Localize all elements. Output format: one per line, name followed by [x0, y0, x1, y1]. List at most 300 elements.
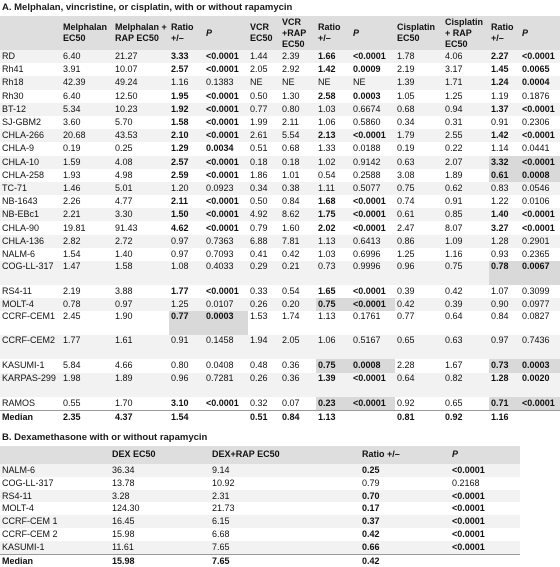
table-cell: 0.36	[280, 373, 316, 397]
table-cell: 0.21	[280, 261, 316, 285]
table-cell: 2.45	[61, 311, 113, 335]
table-row	[0, 50, 560, 63]
table-cell: 42.39	[61, 76, 113, 89]
table-cell: 1.90	[113, 311, 169, 335]
row-label: Rh18	[0, 76, 61, 89]
table-cell: 3.30	[113, 208, 169, 221]
table-cell: 1.22	[489, 195, 520, 208]
table-cell: 0.2901	[520, 235, 560, 248]
table-cell: 2.13	[316, 129, 351, 142]
table-cell: 0.97	[169, 248, 204, 261]
table-cell: <0.0001	[351, 129, 395, 142]
table-cell: 2.02	[316, 221, 351, 234]
table-cell: 3.33	[169, 50, 204, 63]
table-cell: <0.0001	[520, 129, 560, 142]
table-cell: <0.0001	[204, 169, 248, 182]
median-cell	[351, 410, 395, 424]
table-cell: 6.68	[210, 528, 360, 541]
table-cell: 0.2168	[450, 477, 520, 490]
table-row	[0, 298, 560, 311]
table-cell: 1.39	[395, 76, 443, 89]
table-cell: 2.11	[169, 195, 204, 208]
table-cell: 0.68	[280, 142, 316, 155]
table-cell: <0.0001	[204, 397, 248, 411]
table-cell: 1.67	[443, 359, 489, 372]
table-cell: <0.0001	[520, 208, 560, 221]
table-cell: 0.63	[395, 156, 443, 169]
table-cell: 0.34	[248, 182, 280, 195]
table-cell: 1.86	[248, 169, 280, 182]
median-cell	[204, 410, 248, 424]
table-cell: 3.60	[61, 116, 113, 129]
table-cell: 1.03	[316, 103, 351, 116]
table-cell: 1.02	[316, 156, 351, 169]
table-row	[0, 490, 520, 503]
median-label: Median	[0, 554, 110, 567]
table-cell: 1.68	[316, 195, 351, 208]
table-cell: <0.0001	[520, 50, 560, 63]
column-header: Melphalan EC50	[61, 16, 113, 50]
table-cell: 0.25	[360, 464, 450, 477]
table-cell: 0.6996	[351, 248, 395, 261]
table-cell: 0.93	[489, 248, 520, 261]
table-cell: 0.50	[248, 195, 280, 208]
table-cell: 2.55	[443, 129, 489, 142]
table-cell: <0.0001	[204, 129, 248, 142]
table-cell: <0.0001	[351, 195, 395, 208]
table-cell: 3.91	[61, 63, 113, 76]
table-cell: 0.75	[443, 261, 489, 285]
table-cell: 2.47	[395, 221, 443, 234]
table-cell: 0.62	[443, 182, 489, 195]
table-cell: 0.0188	[351, 142, 395, 155]
table-row	[0, 103, 560, 116]
table-cell: 1.37	[489, 103, 520, 116]
row-label: KARPAS-299	[0, 373, 61, 397]
table-cell: <0.0001	[204, 50, 248, 63]
median-cell: 7.65	[210, 554, 360, 567]
table-cell: 0.39	[443, 298, 489, 311]
table-row	[0, 63, 560, 76]
table-cell: 4.62	[169, 221, 204, 234]
table-cell: 0.22	[443, 142, 489, 155]
table-cell: 0.6674	[351, 103, 395, 116]
table-cell: 0.73	[316, 261, 351, 285]
table-cell: 0.0020	[520, 373, 560, 397]
table-cell: <0.0001	[351, 50, 395, 63]
table-cell: 0.94	[443, 103, 489, 116]
table-cell: 8.07	[443, 221, 489, 234]
median-cell: 0.81	[395, 410, 443, 424]
table-cell: 0.74	[395, 195, 443, 208]
table-cell: 1.77	[61, 335, 113, 359]
table-row	[0, 285, 560, 298]
table-cell: 2.57	[169, 156, 204, 169]
table-cell: 0.42	[280, 248, 316, 261]
table-row	[0, 515, 520, 528]
table-cell: 0.54	[280, 285, 316, 298]
table-cell: 0.64	[395, 373, 443, 397]
section-b-table	[0, 446, 520, 567]
table-cell: 0.4033	[204, 261, 248, 285]
table-cell: 0.66	[360, 541, 450, 554]
table-cell: 0.9142	[351, 156, 395, 169]
table-cell: 6.15	[210, 515, 360, 528]
table-cell: 1.92	[169, 103, 204, 116]
table-cell: 0.77	[169, 311, 204, 335]
table-cell: 0.36	[280, 359, 316, 372]
table-cell: 15.98	[110, 528, 210, 541]
table-cell: 13.78	[110, 477, 210, 490]
table-cell: 1.58	[169, 116, 204, 129]
table-cell: 0.78	[61, 298, 113, 311]
table-cell: 10.23	[113, 103, 169, 116]
column-header: DEX+RAP EC50	[210, 446, 360, 464]
table-row	[0, 541, 520, 554]
section-b-body	[0, 464, 520, 567]
row-label: NALM-6	[0, 248, 61, 261]
table-cell: 0.6413	[351, 235, 395, 248]
median-row	[0, 554, 520, 567]
table-cell: 0.26	[248, 373, 280, 397]
table-cell: 5.01	[113, 182, 169, 195]
table-cell: 6.40	[61, 90, 113, 103]
table-row	[0, 208, 560, 221]
table-cell: 0.84	[280, 195, 316, 208]
table-cell: <0.0001	[450, 502, 520, 515]
column-header	[0, 446, 110, 464]
row-label: CHLA-266	[0, 129, 61, 142]
table-cell: <0.0001	[204, 156, 248, 169]
table-row	[0, 311, 560, 335]
column-header: P	[351, 16, 395, 50]
table-cell: 0.2365	[520, 248, 560, 261]
table-cell: 0.38	[280, 182, 316, 195]
table-cell: 1.39	[316, 373, 351, 397]
table-cell: 0.18	[280, 156, 316, 169]
row-label: TC-71	[0, 182, 61, 195]
section-a-body	[0, 50, 560, 424]
table-cell: 1.89	[443, 169, 489, 182]
row-label: COG-LL-317	[0, 477, 110, 490]
table-cell: 5.70	[113, 116, 169, 129]
table-cell: <0.0001	[204, 285, 248, 298]
table-cell: 6.40	[61, 50, 113, 63]
table-cell: 1.03	[316, 248, 351, 261]
row-label: NB-EBc1	[0, 208, 61, 221]
table-row	[0, 502, 520, 515]
table-cell: 0.0827	[520, 311, 560, 335]
table-cell: <0.0001	[351, 373, 395, 397]
column-header: Cisplatin + RAP EC50	[443, 16, 489, 50]
table-cell: 1.25	[395, 248, 443, 261]
table-cell: 1.70	[113, 397, 169, 411]
table-cell: 9.14	[210, 464, 360, 477]
table-cell: 19.81	[61, 221, 113, 234]
table-row	[0, 477, 520, 490]
table-cell: <0.0001	[351, 208, 395, 221]
table-cell: 1.59	[61, 156, 113, 169]
table-cell: 2.26	[61, 195, 113, 208]
table-cell: <0.0001	[204, 116, 248, 129]
table-cell: <0.0001	[204, 103, 248, 116]
row-label: NALM-6	[0, 464, 110, 477]
table-cell: 0.0441	[520, 142, 560, 155]
table-cell: 0.0106	[520, 195, 560, 208]
column-header: Melphalan + RAP EC50	[113, 16, 169, 50]
table-cell: 0.64	[443, 311, 489, 335]
table-cell: 0.75	[395, 182, 443, 195]
table-cell: 0.91	[169, 335, 204, 359]
table-cell: 0.54	[316, 169, 351, 182]
table-cell: 1.29	[169, 142, 204, 155]
section-a-title: A. Melphalan, vincristine, or cisplatin, with or without rapamycin	[2, 2, 293, 13]
table-cell: 0.63	[443, 335, 489, 359]
table-row	[0, 261, 560, 285]
table-cell: 0.7093	[204, 248, 248, 261]
row-label: CHLA-136	[0, 235, 61, 248]
column-header: DEX EC50	[110, 446, 210, 464]
table-cell: 1.08	[169, 261, 204, 285]
table-row	[0, 142, 560, 155]
table-cell: <0.0001	[520, 156, 560, 169]
table-cell: 1.20	[169, 182, 204, 195]
table-cell: 1.54	[61, 248, 113, 261]
median-label: Median	[0, 410, 61, 424]
table-cell: 0.19	[61, 142, 113, 155]
row-label: MOLT-4	[0, 502, 110, 515]
column-header: VCR +RAP EC50	[280, 16, 316, 50]
table-row	[0, 464, 520, 477]
table-cell: 0.0065	[520, 63, 560, 76]
table-cell: 0.1458	[204, 335, 248, 359]
row-label: CCRF-CEM2	[0, 335, 61, 359]
table-cell: 0.0107	[204, 298, 248, 311]
table-cell: <0.0001	[520, 397, 560, 411]
row-label: CCRF-CEM 1	[0, 515, 110, 528]
table-cell: 3.10	[169, 397, 204, 411]
row-label: CCRF-CEM 2	[0, 528, 110, 541]
table-cell: 0.97	[169, 235, 204, 248]
table-cell: 1.25	[169, 298, 204, 311]
table-cell: 1.01	[280, 169, 316, 182]
median-cell: 0.51	[248, 410, 280, 424]
row-label: CCRF-CEM1	[0, 311, 61, 335]
table-cell: 0.42	[360, 528, 450, 541]
table-cell: 0.51	[248, 142, 280, 155]
table-cell: 1.42	[489, 129, 520, 142]
table-cell: 0.33	[248, 285, 280, 298]
median-cell: 4.37	[113, 410, 169, 424]
table-cell: 1.47	[61, 261, 113, 285]
table-cell: 6.88	[248, 235, 280, 248]
table-cell: 0.65	[443, 397, 489, 411]
table-cell: 1.99	[248, 116, 280, 129]
table-cell: 0.71	[489, 397, 520, 411]
table-cell: 0.5860	[351, 116, 395, 129]
table-cell: 0.7281	[204, 373, 248, 397]
table-cell: 3.27	[489, 221, 520, 234]
table-cell: 0.18	[248, 156, 280, 169]
table-cell: 12.50	[113, 90, 169, 103]
row-label: RS4-11	[0, 490, 110, 503]
table-cell: 0.61	[489, 169, 520, 182]
table-cell: <0.0001	[450, 490, 520, 503]
table-cell: 3.17	[443, 63, 489, 76]
table-row	[0, 221, 560, 234]
table-cell: 0.25	[113, 142, 169, 155]
table-cell: 1.33	[316, 142, 351, 155]
table-cell: 0.75	[316, 359, 351, 372]
table-cell: 0.50	[248, 90, 280, 103]
table-cell: 2.59	[169, 169, 204, 182]
table-cell: 2.07	[443, 156, 489, 169]
table-cell: 21.27	[113, 50, 169, 63]
table-row	[0, 195, 560, 208]
table-cell: 0.77	[248, 103, 280, 116]
table-cell: 5.84	[61, 359, 113, 372]
table-cell: 0.34	[395, 116, 443, 129]
table-cell: 49.24	[113, 76, 169, 89]
table-cell: 1.11	[316, 182, 351, 195]
table-cell: 1.61	[113, 335, 169, 359]
table-row	[0, 169, 560, 182]
table-cell: 0.3099	[520, 285, 560, 298]
table-cell: 2.31	[210, 490, 360, 503]
table-cell: 2.19	[61, 285, 113, 298]
table-cell: 2.21	[61, 208, 113, 221]
table-cell: 2.11	[280, 116, 316, 129]
table-cell: 0.1876	[520, 90, 560, 103]
table-row	[0, 116, 560, 129]
table-row	[0, 528, 520, 541]
table-cell: 0.85	[443, 208, 489, 221]
table-cell: 0.0034	[204, 142, 248, 155]
table-cell: 0.7363	[204, 235, 248, 248]
table-cell: 0.84	[489, 311, 520, 335]
column-header: VCR EC50	[248, 16, 280, 50]
table-cell: 1.77	[169, 285, 204, 298]
table-cell: 0.91	[489, 116, 520, 129]
row-label: CHLA-9	[0, 142, 61, 155]
table-cell: 4.77	[113, 195, 169, 208]
column-header: P	[204, 16, 248, 50]
table-cell: 0.0004	[520, 76, 560, 89]
table-cell: 2.10	[169, 129, 204, 142]
table-cell: 1.66	[316, 50, 351, 63]
table-cell: 1.93	[61, 169, 113, 182]
table-cell: 0.55	[61, 397, 113, 411]
table-cell: NE	[248, 76, 280, 89]
table-cell: 1.50	[169, 208, 204, 221]
table-cell: 1.53	[248, 311, 280, 335]
table-cell: 0.80	[169, 359, 204, 372]
table-cell: 4.92	[248, 208, 280, 221]
table-row	[0, 248, 560, 261]
table-cell: 0.26	[248, 298, 280, 311]
table-cell: 1.44	[248, 50, 280, 63]
table-cell: 2.19	[395, 63, 443, 76]
row-label: KASUMI-1	[0, 359, 61, 372]
table-cell: 0.97	[489, 335, 520, 359]
section-a-table	[0, 16, 560, 424]
table-row	[0, 76, 560, 89]
table-row	[0, 335, 560, 359]
table-cell: 1.09	[443, 235, 489, 248]
table-cell: 1.30	[280, 90, 316, 103]
table-cell: 124.30	[110, 502, 210, 515]
column-header: Ratio +/–	[169, 16, 204, 50]
table-cell: 21.73	[210, 502, 360, 515]
row-label: SJ-GBM2	[0, 116, 61, 129]
median-row	[0, 410, 560, 424]
table-cell: 0.61	[395, 208, 443, 221]
table-cell: 4.08	[113, 156, 169, 169]
row-label: CHLA-10	[0, 156, 61, 169]
table-cell: 1.75	[316, 208, 351, 221]
table-cell: 1.13	[316, 311, 351, 335]
table-cell: 0.80	[280, 103, 316, 116]
table-cell: 1.46	[61, 182, 113, 195]
table-cell: 0.9996	[351, 261, 395, 285]
table-cell: 0.42	[443, 285, 489, 298]
table-cell: 0.79	[248, 221, 280, 234]
table-cell: 0.41	[248, 248, 280, 261]
table-cell: 1.78	[395, 50, 443, 63]
table-cell: <0.0001	[450, 541, 520, 554]
table-cell: 2.05	[248, 63, 280, 76]
median-cell: 2.35	[61, 410, 113, 424]
table-cell: 1.28	[489, 373, 520, 397]
row-label: Rh30	[0, 90, 61, 103]
table-cell: 43.53	[113, 129, 169, 142]
row-label: MOLT-4	[0, 298, 61, 311]
table-cell: <0.0001	[520, 103, 560, 116]
median-cell: 0.42	[360, 554, 450, 567]
column-header	[0, 16, 61, 50]
table-cell: 2.05	[280, 335, 316, 359]
table-cell: 0.29	[248, 261, 280, 285]
table-cell: 1.07	[489, 285, 520, 298]
median-cell	[520, 410, 560, 424]
table-cell: 0.0067	[520, 261, 560, 285]
column-header: Ratio +/–	[360, 446, 450, 464]
table-cell: 1.24	[489, 76, 520, 89]
row-label: RD	[0, 50, 61, 63]
table-cell: 11.61	[110, 541, 210, 554]
table-cell: 0.20	[280, 298, 316, 311]
table-cell: 0.5167	[351, 335, 395, 359]
table-cell: 4.06	[443, 50, 489, 63]
table-cell: 1.60	[280, 221, 316, 234]
table-cell: 2.39	[280, 50, 316, 63]
table-cell: 91.43	[113, 221, 169, 234]
table-cell: 0.32	[248, 397, 280, 411]
table-cell: 1.16	[443, 248, 489, 261]
table-cell: 0.90	[489, 298, 520, 311]
row-label: BT-12	[0, 103, 61, 116]
table-cell: 1.40	[489, 208, 520, 221]
column-header: Ratio +/–	[489, 16, 520, 50]
table-row	[0, 373, 560, 397]
table-cell: 1.94	[248, 335, 280, 359]
table-cell: 0.0923	[204, 182, 248, 195]
table-cell: 0.0003	[204, 311, 248, 335]
table-cell: 0.37	[360, 515, 450, 528]
column-header: Cisplatin EC50	[395, 16, 443, 50]
table-cell: 2.92	[280, 63, 316, 76]
table-cell: 0.92	[395, 397, 443, 411]
